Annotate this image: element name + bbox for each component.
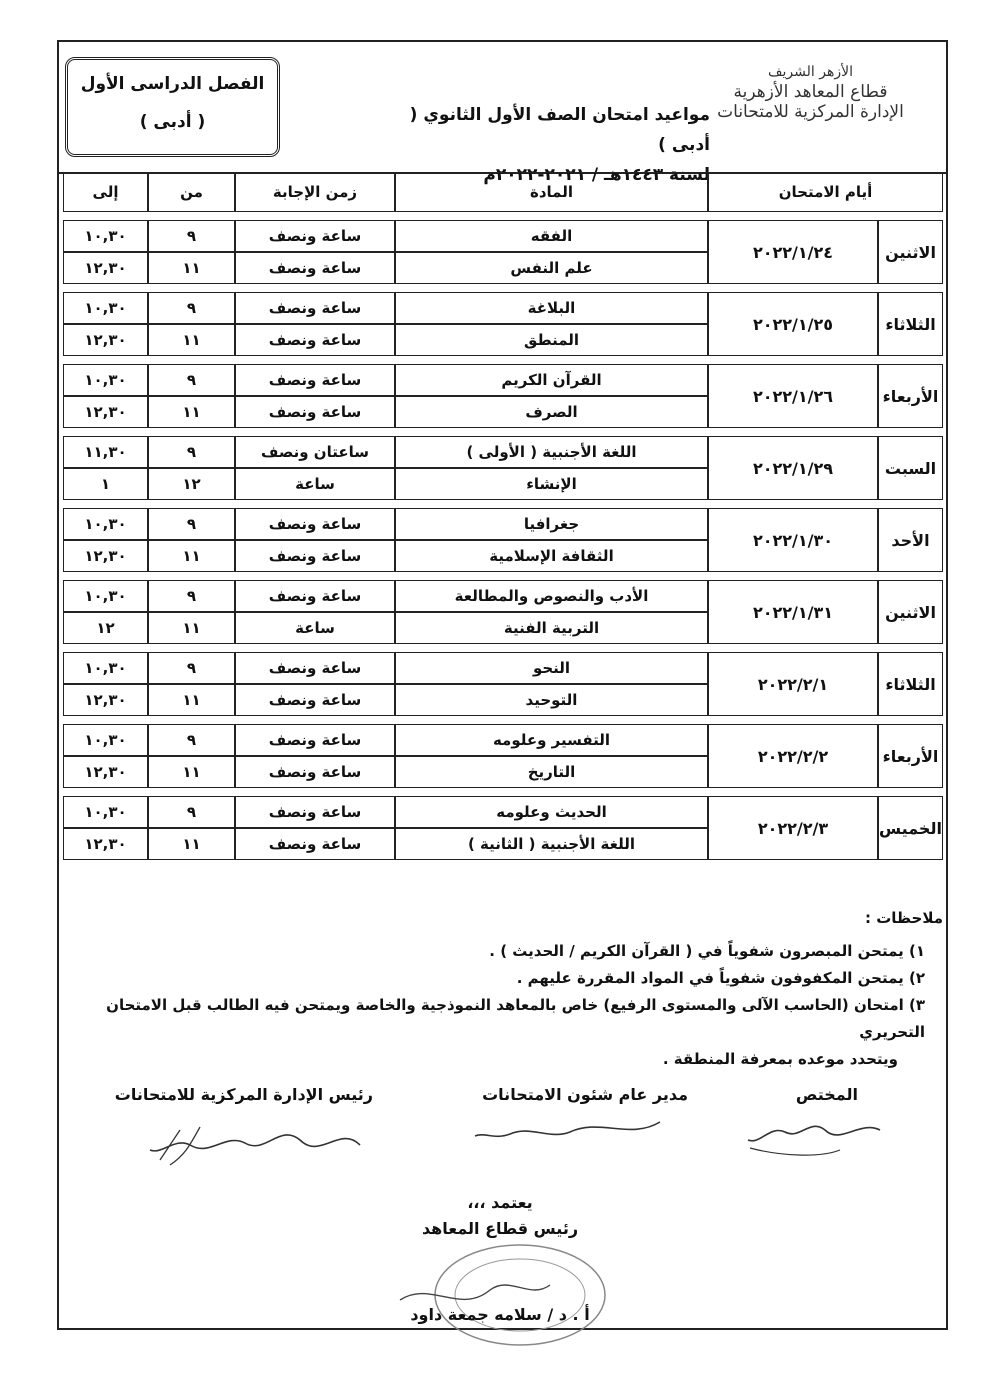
exam-subject: الثقافة الإسلامية	[395, 540, 708, 572]
exam-date: ٢٠٢٢/١/٢٤	[708, 220, 878, 284]
term-box	[65, 57, 280, 157]
row-gap-cell	[63, 788, 943, 796]
table-row	[63, 652, 943, 684]
start-time: ٩	[148, 220, 235, 252]
exam-subject: اللغة الأجنبية ( الثانية )	[395, 828, 708, 860]
exam-schedule-table	[63, 172, 943, 860]
start-time: ١٢	[148, 468, 235, 500]
exam-date: ٢٠٢٢/٢/٢	[708, 724, 878, 788]
start-time: ١١	[148, 324, 235, 356]
exam-subject: التوحيد	[395, 684, 708, 716]
table-row	[63, 796, 943, 828]
official-stamp	[370, 1240, 630, 1350]
exam-date: ٢٠٢٢/١/٢٥	[708, 292, 878, 356]
specialist-signature	[740, 1110, 890, 1160]
row-gap-cell	[63, 428, 943, 436]
exam-duration: ساعة	[235, 468, 395, 500]
note-item: ١) يمتحن المبصرون شفوياً في ( القرآن الكريم / الحديث ) .	[489, 942, 925, 960]
exam-subject: اللغة الأجنبية ( الأولى )	[395, 436, 708, 468]
end-time: ١٠,٣٠	[63, 652, 148, 684]
header-days: أيام الامتحان	[708, 172, 943, 212]
approval-block	[380, 1190, 620, 1242]
sector-head-name-block	[380, 1302, 620, 1328]
table-row	[63, 580, 943, 612]
start-time: ٩	[148, 652, 235, 684]
end-time: ١٢,٣٠	[63, 396, 148, 428]
table-row	[63, 436, 943, 468]
start-time: ١١	[148, 396, 235, 428]
sector-head-label: رئيس قطاع المعاهد	[421, 1219, 579, 1238]
exams-director-label: مدير عام شئون الامتحانات	[482, 1085, 688, 1104]
exam-duration: ساعة	[235, 612, 395, 644]
exam-date: ٢٠٢٢/١/٢٦	[708, 364, 878, 428]
end-time: ١٢	[63, 612, 148, 644]
exam-duration: ساعة ونصف	[235, 364, 395, 396]
header-subject: المادة	[395, 172, 708, 212]
exam-duration: ساعة ونصف	[235, 220, 395, 252]
exam-day: الاثنين	[878, 220, 943, 284]
title-line-1: مواعيد امتحان الصف الأول الثانوي ( أدبى )	[409, 105, 710, 155]
end-time: ١٠,٣٠	[63, 508, 148, 540]
exam-subject: البلاغة	[395, 292, 708, 324]
exam-subject: الإنشاء	[395, 468, 708, 500]
start-time: ١١	[148, 540, 235, 572]
table-header-row	[63, 172, 943, 212]
row-gap	[63, 212, 943, 220]
sector-head-name: أ . د / سلامه جمعة داود	[410, 1305, 590, 1324]
exam-subject: القرآن الكريم	[395, 364, 708, 396]
start-time: ٩	[148, 724, 235, 756]
row-gap-cell	[63, 212, 943, 220]
term-label: الفصل الدراسى الأول	[80, 74, 265, 94]
exam-duration: ساعة ونصف	[235, 540, 395, 572]
specialist-label: المختص	[795, 1085, 858, 1104]
row-gap-cell	[63, 284, 943, 292]
exam-date: ٢٠٢٢/٢/٣	[708, 796, 878, 860]
row-gap-cell	[63, 572, 943, 580]
exam-subject: التفسير وعلومه	[395, 724, 708, 756]
end-time: ١٠,٣٠	[63, 364, 148, 396]
start-time: ٩	[148, 508, 235, 540]
exam-day: الأربعاء	[878, 724, 943, 788]
start-time: ٩	[148, 292, 235, 324]
exam-day: الخميس	[878, 796, 943, 860]
org-line: الأزهر الشريف	[768, 64, 853, 80]
exam-date: ٢٠٢٢/١/٣٠	[708, 508, 878, 572]
exam-duration: ساعة ونصف	[235, 684, 395, 716]
exam-day: الاثنين	[878, 580, 943, 644]
end-time: ١٢,٣٠	[63, 756, 148, 788]
exam-duration: ساعة ونصف	[235, 508, 395, 540]
start-time: ١١	[148, 684, 235, 716]
row-gap	[63, 500, 943, 508]
central-head-signature	[140, 1115, 370, 1175]
row-gap	[63, 716, 943, 724]
end-time: ١٢,٣٠	[63, 684, 148, 716]
end-time: ١٠,٣٠	[63, 220, 148, 252]
start-time: ٩	[148, 364, 235, 396]
exam-subject: الصرف	[395, 396, 708, 428]
end-time: ١٢,٣٠	[63, 540, 148, 572]
end-time: ١٢,٣٠	[63, 252, 148, 284]
exam-duration: ساعتان ونصف	[235, 436, 395, 468]
start-time: ١١	[148, 252, 235, 284]
row-gap-cell	[63, 356, 943, 364]
central-head-label: رئيس الإدارة المركزية للامتحانات	[114, 1085, 373, 1104]
header-duration: زمن الإجابة	[235, 172, 395, 212]
exam-duration: ساعة ونصف	[235, 324, 395, 356]
row-gap	[63, 356, 943, 364]
notes-title: ملاحظات :	[864, 909, 943, 927]
exam-duration: ساعة ونصف	[235, 580, 395, 612]
table-row	[63, 724, 943, 756]
exam-date: ٢٠٢٢/١/٣١	[708, 580, 878, 644]
exam-subject: علم النفس	[395, 252, 708, 284]
table-row	[63, 220, 943, 252]
row-gap	[63, 788, 943, 796]
org-line: الإدارة المركزية للامتحانات	[717, 102, 904, 122]
end-time: ١٢,٣٠	[63, 324, 148, 356]
table-row	[63, 292, 943, 324]
start-time: ٩	[148, 580, 235, 612]
exam-date: ٢٠٢٢/٢/١	[708, 652, 878, 716]
exam-duration: ساعة ونصف	[235, 652, 395, 684]
row-gap	[63, 644, 943, 652]
end-time: ١٠,٣٠	[63, 796, 148, 828]
row-gap-cell	[63, 716, 943, 724]
row-gap-cell	[63, 500, 943, 508]
title-line-2: لسنة ١٤٤٣هـ / ٢٠٢١-٢٠٢٢م	[483, 165, 710, 185]
exam-subject: النحو	[395, 652, 708, 684]
start-time: ٩	[148, 796, 235, 828]
exam-duration: ساعة ونصف	[235, 756, 395, 788]
exam-duration: ساعة ونصف	[235, 796, 395, 828]
exam-day: السبت	[878, 436, 943, 500]
note-item-continuation: ويتحدد موعده بمعرفة المنطقة .	[662, 1050, 898, 1068]
exam-duration: ساعة ونصف	[235, 396, 395, 428]
track-label: ( أدبى )	[139, 112, 206, 132]
end-time: ١١,٣٠	[63, 436, 148, 468]
exam-subject: التاريخ	[395, 756, 708, 788]
exam-duration: ساعة ونصف	[235, 724, 395, 756]
note-item: ٣) امتحان (الحاسب الآلى والمستوى الرفيع) خاص بالمعاهد النموذجية والخاصة ويمتحن فيه الطالب قبل الامتحان التحريري	[106, 996, 925, 1041]
start-time: ١١	[148, 612, 235, 644]
end-time: ١٠,٣٠	[63, 292, 148, 324]
end-time: ١٠,٣٠	[63, 580, 148, 612]
end-time: ١٢,٣٠	[63, 828, 148, 860]
row-gap	[63, 428, 943, 436]
notes-section	[43, 905, 943, 1073]
exam-subject: الأدب والنصوص والمطالعة	[395, 580, 708, 612]
table-row	[63, 508, 943, 540]
note-item: ٢) يمتحن المكفوفون شفوياً في المواد المقررة عليهم .	[516, 969, 925, 987]
exam-subject: الحديث وعلومه	[395, 796, 708, 828]
end-time: ١٠,٣٠	[63, 724, 148, 756]
exam-subject: جغرافيا	[395, 508, 708, 540]
start-time: ٩	[148, 436, 235, 468]
organization-header	[688, 62, 933, 122]
header-to: إلى	[63, 172, 148, 212]
exam-day: الثلاثاء	[878, 292, 943, 356]
org-line: قطاع المعاهد الأزهرية	[733, 82, 888, 102]
row-gap	[63, 572, 943, 580]
director-signature	[470, 1110, 670, 1150]
end-time: ١	[63, 468, 148, 500]
exam-subject: الفقه	[395, 220, 708, 252]
exam-subject: التربية الفنية	[395, 612, 708, 644]
row-gap	[63, 284, 943, 292]
exam-duration: ساعة ونصف	[235, 252, 395, 284]
exam-day: الأربعاء	[878, 364, 943, 428]
exam-day: الثلاثاء	[878, 652, 943, 716]
exam-duration: ساعة ونصف	[235, 292, 395, 324]
table-row	[63, 364, 943, 396]
start-time: ١١	[148, 828, 235, 860]
approve-label: يعتمد ،،،	[467, 1193, 533, 1212]
row-gap-cell	[63, 644, 943, 652]
exam-day: الأحد	[878, 508, 943, 572]
exam-date: ٢٠٢٢/١/٢٩	[708, 436, 878, 500]
header-from: من	[148, 172, 235, 212]
start-time: ١١	[148, 756, 235, 788]
exam-duration: ساعة ونصف	[235, 828, 395, 860]
exam-subject: المنطق	[395, 324, 708, 356]
